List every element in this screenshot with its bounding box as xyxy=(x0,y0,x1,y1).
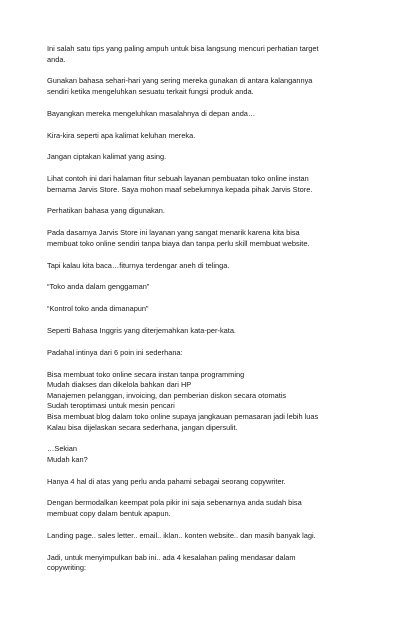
paragraph xyxy=(47,370,382,434)
text-line: Sudah teroptimasi untuk mesin pencari xyxy=(47,401,175,411)
text-line: Manajemen pelanggan, invoicing, dan pemberian diskon secara otomatis xyxy=(47,390,287,400)
text-line: sendiri ketika mengeluhkan sesuatu terkait fungsi produk anda. xyxy=(47,86,254,96)
text-line: Landing page.. sales letter.. email.. iklan.. konten website.. dan masih banyak lagi. xyxy=(47,530,316,540)
paragraph xyxy=(47,206,382,217)
text-line: Bisa membuat toko online secara instan tanpa programming xyxy=(47,369,245,379)
text-line: Bayangkan mereka mengeluhkan masalahnya di depan anda… xyxy=(47,108,256,118)
text-line: Mudah kan? xyxy=(47,454,88,464)
text-line: Hanya 4 hal di atas yang perlu anda pahami sebagai seorang copywriter. xyxy=(47,476,286,486)
text-line: bernama Jarvis Store. Saya mohon maaf sebelumnya kepada pihak Jarvis Store. xyxy=(47,184,313,194)
text-line: Jadi, untuk menyimpulkan bab ini.. ada 4 kesalahan paling mendasar dalam xyxy=(47,552,296,562)
paragraph xyxy=(47,152,382,163)
paragraph xyxy=(47,498,382,519)
paragraph xyxy=(47,174,382,195)
paragraph xyxy=(47,477,382,488)
text-line: Seperti Bahasa Inggris yang diterjemahkan kata-per-kata. xyxy=(47,325,236,335)
text-line: membuat copy dalam bentuk apapun. xyxy=(47,509,171,519)
text-line: Perhatikan bahasa yang digunakan. xyxy=(47,206,165,216)
text-line: Tapi kalau kita baca…fiturnya terdengar aneh di telinga. xyxy=(47,260,230,270)
paragraph xyxy=(47,131,382,142)
text-line: Bisa membuat blog dalam toko online supaya jangkauan pemasaran jadi lebih luas xyxy=(47,411,319,421)
paragraph xyxy=(47,304,382,315)
paragraph xyxy=(47,531,382,542)
text-line: Jangan ciptakan kalimat yang asing. xyxy=(47,152,167,162)
text-line: …Sekian xyxy=(47,444,77,454)
paragraph xyxy=(47,282,382,293)
text-line: Dengan bermodalkan keempat pola pikir ini saja sebenarnya anda sudah bisa xyxy=(47,498,302,508)
text-line: anda. xyxy=(47,54,66,64)
text-line: Kalau bisa dijelaskan secara sederhana, jangan dipersulit. xyxy=(47,422,238,432)
text-line: copywriting: xyxy=(47,563,87,573)
text-line: Padahal intinya dari 6 poin ini sederhana: xyxy=(47,347,183,357)
paragraph xyxy=(47,348,382,359)
paragraph xyxy=(47,76,382,97)
document-body xyxy=(47,44,382,585)
text-line: Mudah diakses dan dikelola bahkan dari HP xyxy=(47,380,192,390)
text-line: Ini salah satu tips yang paling ampuh untuk bisa langsung mencuri perhatian target xyxy=(47,44,319,53)
text-line: “Kontrol toko anda dimanapun” xyxy=(47,304,149,314)
text-line: Lihat contoh ini dari halaman fitur sebuah layanan pembuatan toko online instan xyxy=(47,174,309,184)
paragraph xyxy=(47,326,382,337)
text-line: “Toko anda dalam genggaman” xyxy=(47,282,150,292)
text-line: Gunakan bahasa sehari-hari yang sering mereka gunakan di antara kalangannya xyxy=(47,76,313,86)
paragraph xyxy=(47,228,382,249)
paragraph xyxy=(47,553,382,574)
paragraph xyxy=(47,44,382,65)
text-line: membuat toko online sendiri tanpa biaya dan tanpa perlu skill membuat website. xyxy=(47,238,310,248)
paragraph xyxy=(47,444,382,465)
paragraph xyxy=(47,109,382,120)
text-line: Pada dasarnya Jarvis Store ini layanan yang sangat menarik karena kita bisa xyxy=(47,228,300,238)
text-line: Kira-kira seperti apa kalimat keluhan mereka. xyxy=(47,130,196,140)
paragraph xyxy=(47,261,382,272)
